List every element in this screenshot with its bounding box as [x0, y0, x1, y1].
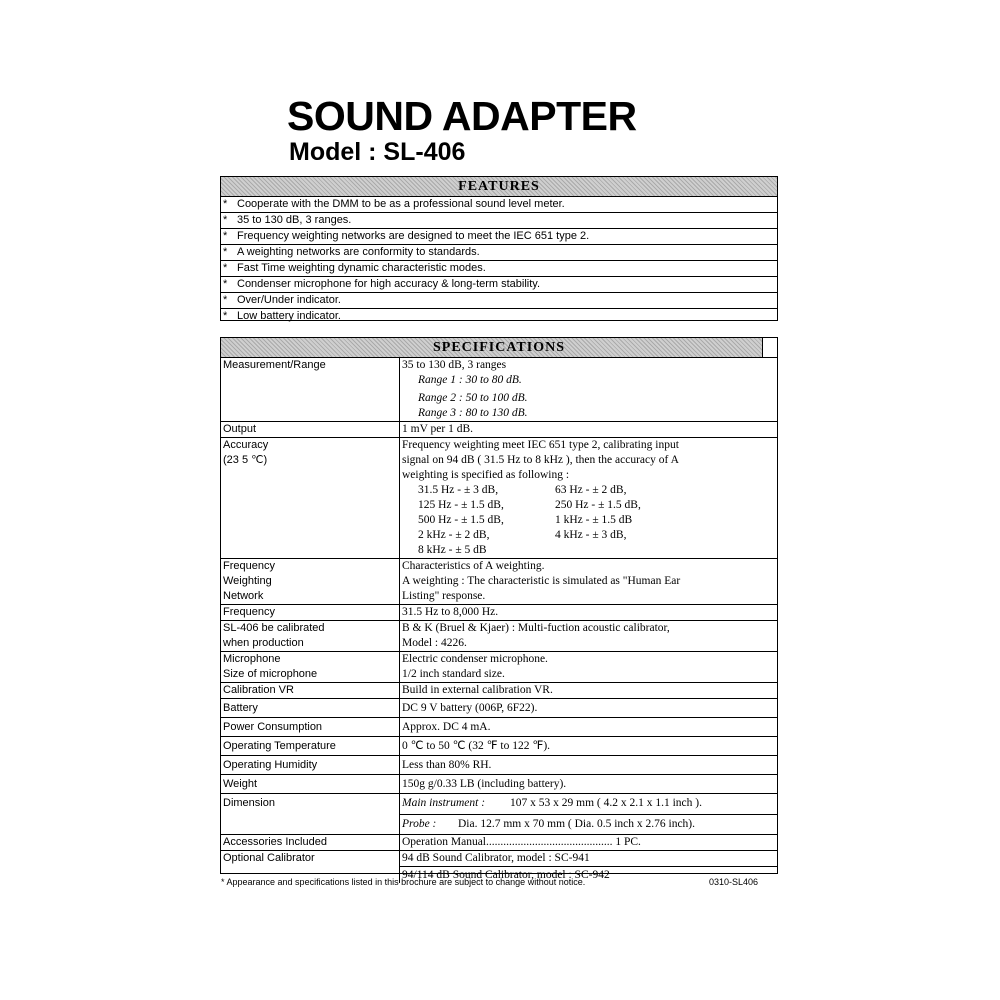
spec-label: Accessories Included — [221, 835, 400, 851]
accuracy-entry: 2 kHz - ± 2 dB, — [418, 529, 490, 541]
accuracy-entry: 1 kHz - ± 1.5 dB — [555, 514, 633, 526]
specifications-table — [221, 358, 777, 883]
spec-value — [400, 438, 778, 559]
accuracy-pair — [402, 483, 775, 498]
feature-text: Cooperate with the DMM to be as a professional sound level meter. — [237, 198, 565, 210]
spec-label-line: Weighting — [223, 575, 272, 587]
spec-label: Calibration VR — [221, 683, 400, 699]
dimension-probe-label: Probe : — [402, 818, 437, 830]
accuracy-entry: 31.5 Hz - ± 3 dB, — [418, 484, 499, 496]
spec-line: A weighting : The characteristic is simulated as "Human Ear — [402, 575, 681, 587]
feature-item: * Cooperate with the DMM to be as a professional sound level meter. — [221, 197, 777, 213]
range-line: Range 2 : 50 to 100 dB. — [418, 392, 528, 404]
spec-value — [400, 621, 778, 652]
features-box — [220, 176, 778, 321]
spec-line: B & K (Bruel & Kjaer) : Multi-fuction acoustic calibrator, — [402, 622, 670, 634]
dimension-main-value: 107 x 53 x 29 mm ( 4.2 x 2.1 x 1.1 inch ). — [510, 797, 702, 809]
spec-row-dimension — [221, 794, 777, 835]
accuracy-entry: 500 Hz - ± 1.5 dB, — [418, 514, 504, 526]
feature-text: Frequency weighting networks are designed to meet the IEC 651 type 2. — [237, 230, 590, 242]
spec-label: Dimension — [221, 794, 400, 835]
spec-value: 31.5 Hz to 8,000 Hz. — [400, 605, 778, 621]
spec-row-measurement — [221, 358, 777, 422]
feature-text: 35 to 130 dB, 3 ranges. — [237, 214, 352, 226]
spec-line: Frequency weighting meet IEC 651 type 2, calibrating input — [402, 439, 679, 451]
spec-row-calibrated — [221, 621, 777, 652]
dimension-probe — [400, 814, 777, 834]
spec-line: 35 to 130 dB, 3 ranges — [402, 359, 507, 371]
spec-row-accuracy — [221, 438, 777, 559]
specifications-heading-text: SPECIFICATIONS — [433, 340, 565, 355]
spec-label: Power Consumption — [221, 718, 400, 737]
specifications-box — [220, 337, 778, 881]
spec-label-line: SL-406 be calibrated — [223, 622, 325, 634]
document-code: 0310-SL406 — [708, 877, 758, 887]
spec-row-output — [221, 422, 777, 438]
page-title: SOUND ADAPTER — [287, 93, 637, 139]
spec-label: Frequency — [221, 605, 400, 621]
accuracy-pair — [402, 498, 775, 513]
accuracy-pair — [402, 528, 775, 543]
range-line: Range 3 : 80 to 130 dB. — [418, 407, 528, 419]
feature-text: Condenser microphone for high accuracy & long-term stability. — [237, 278, 541, 290]
spec-label-line: Microphone — [223, 653, 281, 665]
spec-label-line: Accuracy — [223, 439, 269, 451]
spec-value — [400, 358, 778, 422]
feature-text: Over/Under indicator. — [237, 294, 341, 306]
feature-text: A weighting networks are conformity to standards. — [237, 246, 480, 258]
spec-label: Weight — [221, 775, 400, 794]
spec-label-line: when production — [223, 637, 304, 649]
spec-line: signal on 94 dB ( 31.5 Hz to 8 kHz ), then the accuracy of A — [402, 454, 679, 466]
spec-row-operating-temperature — [221, 737, 777, 756]
spec-label: Output — [221, 422, 400, 438]
heading-corner — [762, 338, 777, 357]
spec-label: Optional Calibrator — [221, 851, 400, 884]
accuracy-entry: 63 Hz - ± 2 dB, — [555, 484, 627, 496]
feature-text: Low battery indicator. — [237, 310, 341, 322]
spec-value: 1 mV per 1 dB. — [400, 422, 778, 438]
feature-text: Fast Time weighting dynamic characteristic modes. — [237, 262, 486, 274]
spec-value: Less than 80% RH. — [400, 756, 778, 775]
spec-value: Operation Manual............................................ 1 PC. — [400, 835, 778, 851]
model-subtitle: Model : SL-406 — [289, 138, 466, 166]
spec-row-operating-humidity — [221, 756, 777, 775]
spec-row-battery — [221, 699, 777, 718]
feature-item: * Fast Time weighting dynamic characteristic modes. — [221, 261, 777, 277]
spec-label: Operating Humidity — [221, 756, 400, 775]
spec-line: Model : 4226. — [402, 637, 467, 649]
feature-item: * Over/Under indicator. — [221, 293, 777, 309]
feature-item: * 35 to 130 dB, 3 ranges. — [221, 213, 777, 229]
accuracy-pair — [402, 513, 775, 528]
spec-label — [221, 438, 400, 559]
feature-item: * Low battery indicator. — [223, 310, 341, 322]
spec-label — [221, 652, 400, 683]
spec-value: Build in external calibration VR. — [400, 683, 778, 699]
accuracy-entry: 250 Hz - ± 1.5 dB, — [555, 499, 641, 511]
spec-label: Battery — [221, 699, 400, 718]
spec-row-microphone — [221, 652, 777, 683]
range-line: Range 1 : 30 to 80 dB. — [418, 374, 522, 386]
spec-label-line: Frequency — [223, 560, 275, 572]
spec-label-line: (23 5 ℃) — [223, 454, 268, 466]
spec-row-calibration-vr — [221, 683, 777, 699]
dimension-probe-value: Dia. 12.7 mm x 70 mm ( Dia. 0.5 inch x 2.76 inch). — [458, 818, 695, 830]
dimension-main — [402, 796, 775, 814]
spec-label-line: Size of microphone — [223, 668, 318, 680]
spec-label: Measurement/Range — [221, 358, 400, 422]
spec-row-accessories — [221, 835, 777, 851]
feature-item: * Condenser microphone for high accuracy & long-term stability. — [221, 277, 777, 293]
spec-label-line: Network — [223, 590, 264, 602]
accuracy-entry: 4 kHz - ± 3 dB, — [555, 529, 627, 541]
spec-line: Electric condenser microphone. — [402, 653, 548, 665]
feature-item: * A weighting networks are conformity to standards. — [221, 245, 777, 261]
accuracy-entry: 125 Hz - ± 1.5 dB, — [418, 499, 504, 511]
spec-value: 0 ℃ to 50 ℃ (32 ℉ to 122 ℉). — [400, 737, 778, 756]
spec-line: Listing" response. — [402, 590, 486, 602]
spec-value — [400, 559, 778, 605]
specifications-heading — [221, 338, 777, 358]
footnote-text: * Appearance and specifications listed in this brochure are subject to change without notice. — [221, 877, 586, 887]
features-heading: FEATURES — [221, 177, 777, 197]
spec-row-power — [221, 718, 777, 737]
spec-line: 1/2 inch standard size. — [402, 668, 505, 680]
spec-row-frequency — [221, 605, 777, 621]
spec-value — [400, 652, 778, 683]
spec-value — [400, 794, 778, 835]
spec-line: 94 dB Sound Calibrator, model : SC-941 — [402, 852, 590, 864]
spec-line: 94/114 dB Sound Calibrator, model : SC-942 — [400, 866, 777, 883]
spec-value: 150g g/0.33 LB (including battery). — [400, 775, 778, 794]
footnote — [221, 877, 778, 888]
dimension-main-label: Main instrument : — [402, 797, 486, 809]
spec-row-weighting-network — [221, 559, 777, 605]
feature-item: * Frequency weighting networks are designed to meet the IEC 651 type 2. — [221, 229, 777, 245]
spec-label: Operating Temperature — [221, 737, 400, 756]
spec-line: weighting is specified as following : — [402, 469, 570, 481]
spec-line: Characteristics of A weighting. — [402, 560, 545, 572]
spec-value: DC 9 V battery (006P, 6F22). — [400, 699, 778, 718]
spec-label — [221, 621, 400, 652]
spec-value: Approx. DC 4 mA. — [400, 718, 778, 737]
spec-label — [221, 559, 400, 605]
accuracy-entry: 8 kHz - ± 5 dB — [418, 544, 487, 556]
spec-row-weight — [221, 775, 777, 794]
